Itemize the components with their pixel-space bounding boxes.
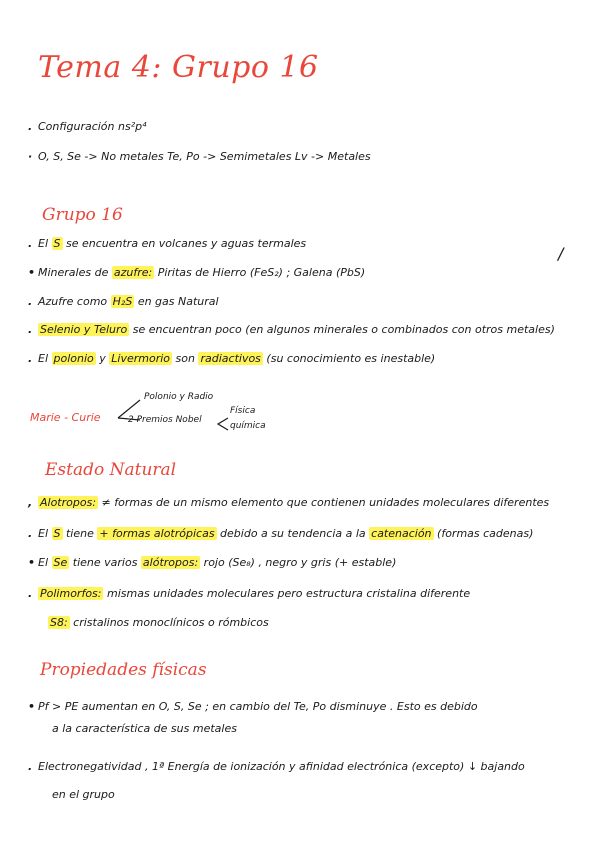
section-heading-grupo16: Grupo 16 bbox=[42, 205, 123, 225]
list-item: . Azufre como H₂S en gas Natural bbox=[28, 295, 219, 308]
stray-mark: / bbox=[558, 244, 564, 263]
marie-fisica: Física bbox=[230, 406, 256, 416]
bullet-dot: . bbox=[28, 120, 33, 133]
list-item: . Polimorfos: mismas unidades moleculares pero estructura cristalina diferente bbox=[28, 587, 471, 600]
list-item: . El S se encuentra en volcanes y aguas termales bbox=[28, 237, 307, 250]
list-item: , Alotropos: ≠ formas de un mismo elemento que contienen unidades moleculares diferentes bbox=[28, 496, 550, 509]
list-item: . El polonio y Livermorio son radiactivos (su conocimiento es inestable) bbox=[28, 352, 436, 365]
section-heading-propiedades: Propiedades físicas bbox=[40, 660, 207, 680]
marie-bottom-branch: 2 Premios Nobel bbox=[128, 415, 202, 425]
page-title: Tema 4: Grupo 16 bbox=[38, 50, 319, 85]
list-item: • Minerales de azufre: Piritas de Hierro (FeS₂) ; Galena (PbS) bbox=[28, 266, 366, 279]
section-heading-estado-natural: Estado Natural bbox=[45, 460, 177, 480]
list-item: • El Se tiene varios alótropos: rojo (Se₈) , negro y gris (+ estable) bbox=[28, 556, 397, 569]
list-item-continued: en el grupo bbox=[52, 788, 115, 801]
config-text: Configuración ns²p⁴ bbox=[38, 120, 147, 133]
marie-curie-label: Marie - Curie bbox=[30, 411, 101, 424]
list-item: . Selenio y Teluro se encuentran poco (en algunos minerales o combinados con otros metales) bbox=[28, 323, 555, 336]
list-item: • Pf > PE aumentan en O, S, Se ; en cambio del Te, Po disminuye . Esto es debido bbox=[28, 700, 478, 713]
list-item-continued: a la característica de sus metales bbox=[52, 722, 237, 735]
list-item: . Electronegatividad , 1ª Energía de ionización y afinidad electrónica (excepto) ↓ bajando bbox=[28, 760, 525, 773]
list-item: . El S tiene + formas alotrópicas debido a su tendencia a la catenación (formas cadenas) bbox=[28, 527, 534, 540]
marie-quimica: química bbox=[230, 421, 266, 431]
bullet-dot: · bbox=[28, 150, 33, 163]
os-text: O, S, Se -> No metales Te, Po -> Semimetales Lv -> Metales bbox=[38, 150, 371, 163]
marie-top-branch: Polonio y Radio bbox=[144, 392, 214, 402]
s8-line: S8: cristalinos monoclínicos o rómbicos bbox=[50, 616, 269, 629]
